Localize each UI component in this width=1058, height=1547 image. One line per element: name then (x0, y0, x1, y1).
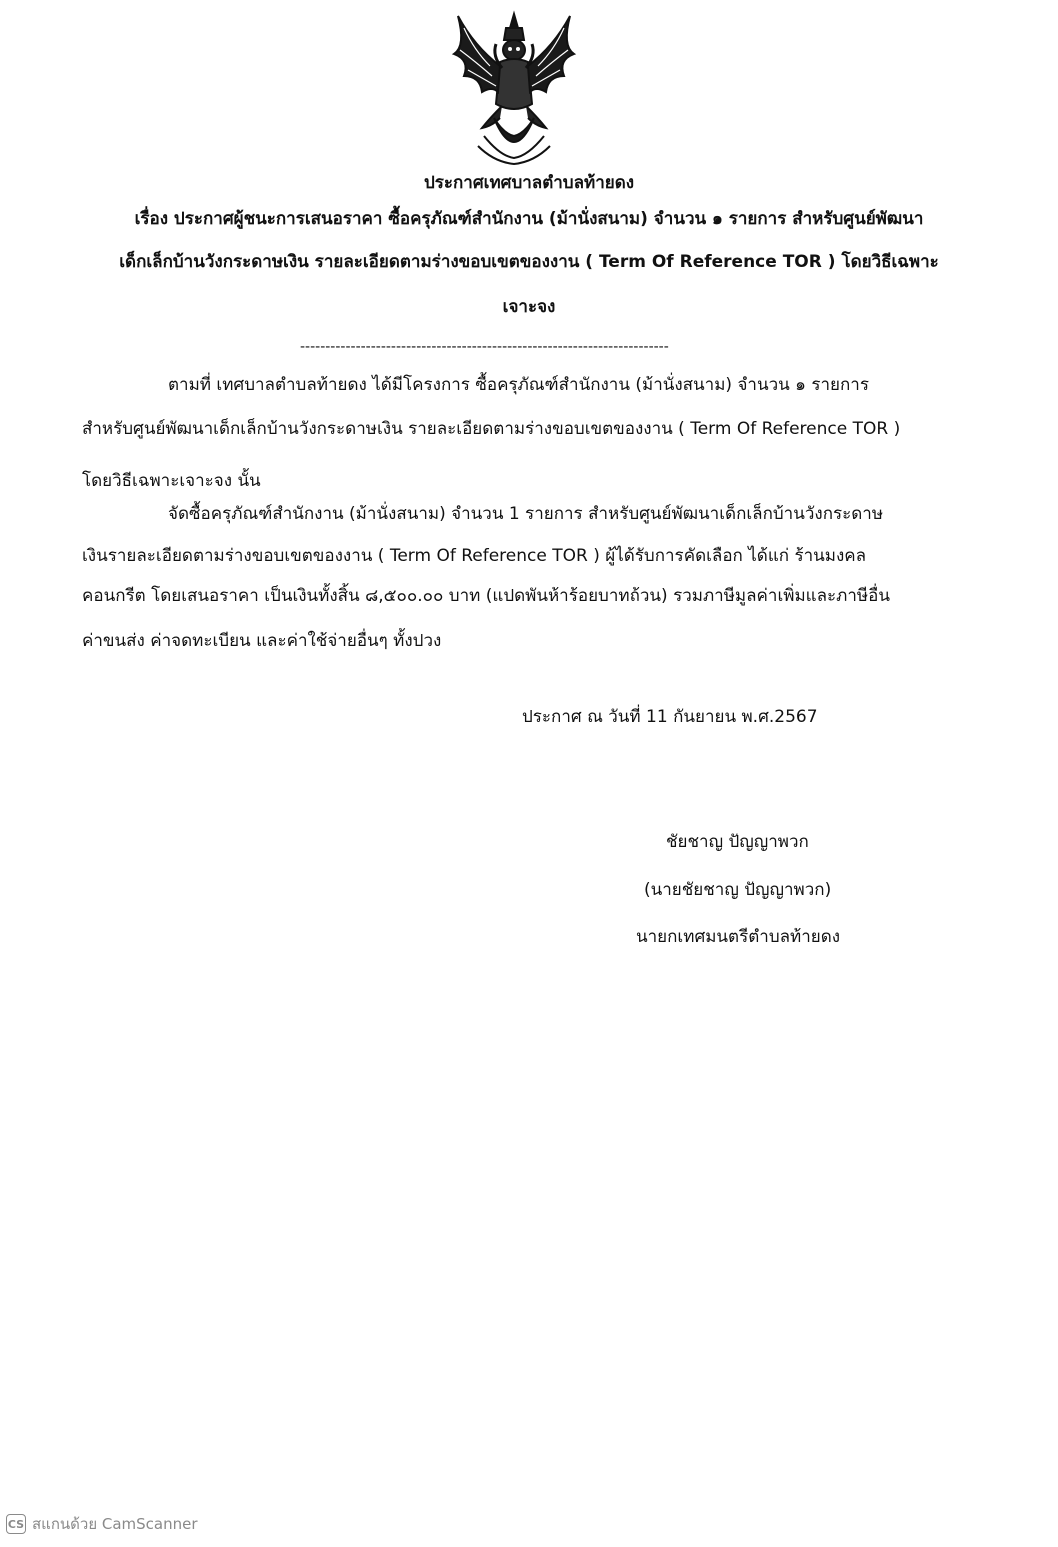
garuda-emblem-icon (444, 6, 584, 166)
paragraph-1-line-3: โดยวิธีเฉพาะเจาะจง นั้น (82, 471, 261, 491)
paragraph-2-line-4: ค่าขนส่ง ค่าจดทะเบียน และค่าใช้จ่ายอื่นๆ ทั้งปวง (82, 631, 442, 651)
signature-name: ชัยชาญ ปัญญาพวก (666, 832, 809, 852)
subject-line-1: เรื่อง ประกาศผู้ชนะการเสนอราคา ซื้อครุภัณฑ์สำนักงาน (ม้านั่งสนาม) จำนวน ๑ รายการ สำหรับศูนย์พัฒนา (134, 209, 924, 229)
camscanner-watermark (6, 1514, 198, 1534)
announcement-date: ประกาศ ณ วันที่ 11 กันยายน พ.ศ.2567 (522, 707, 818, 727)
paragraph-2-line-3: คอนกรีต โดยเสนอราคา เป็นเงินทั้งสิ้น ๘,๕๐๐.๐๐ บาท (แปดพันห้าร้อยบาทถ้วน) รวมภาษีมูลค่าเพิ่มและภาษีอื่น (82, 586, 890, 606)
signature-full-name: (นายชัยชาญ ปัญญาพวก) (644, 880, 832, 900)
divider-line: ------------------------------------------------------------------------- (300, 339, 669, 355)
paragraph-1-line-1: ตามที่ เทศบาลตำบลท้ายดง ได้มีโครงการ ซื้อครุภัณฑ์สำนักงาน (ม้านั่งสนาม) จำนวน ๑ รายการ (168, 375, 869, 395)
subject-line-2: เด็กเล็กบ้านวังกระดาษเงิน รายละเอียดตามร่างขอบเขตของงาน ( Term Of Reference TOR ) โดยวิธีเฉพาะ (119, 252, 939, 272)
camscanner-text: สแกนด้วย CamScanner (32, 1515, 198, 1533)
camscanner-logo-icon: CS (6, 1514, 26, 1534)
subject-line-3: เจาะจง (502, 297, 556, 317)
announcement-title: ประกาศเทศบาลตำบลท้ายดง (423, 173, 635, 193)
paragraph-2-line-2: เงินรายละเอียดตามร่างขอบเขตของงาน ( Term Of Reference TOR ) ผู้ได้รับการคัดเลือก ได้แก่ ร้านมงคล (82, 546, 867, 566)
paragraph-1-line-2: สำหรับศูนย์พัฒนาเด็กเล็กบ้านวังกระดาษเงิน รายละเอียดตามร่างขอบเขตของงาน ( Term Of Reference TOR ) (82, 419, 901, 439)
signature-position: นายกเทศมนตรีตำบลท้ายดง (636, 927, 841, 947)
paragraph-2-line-1: จัดซื้อครุภัณฑ์สำนักงาน (ม้านั่งสนาม) จำนวน 1 รายการ สำหรับศูนย์พัฒนาเด็กเล็กบ้านวังกระดาษ (168, 504, 884, 524)
